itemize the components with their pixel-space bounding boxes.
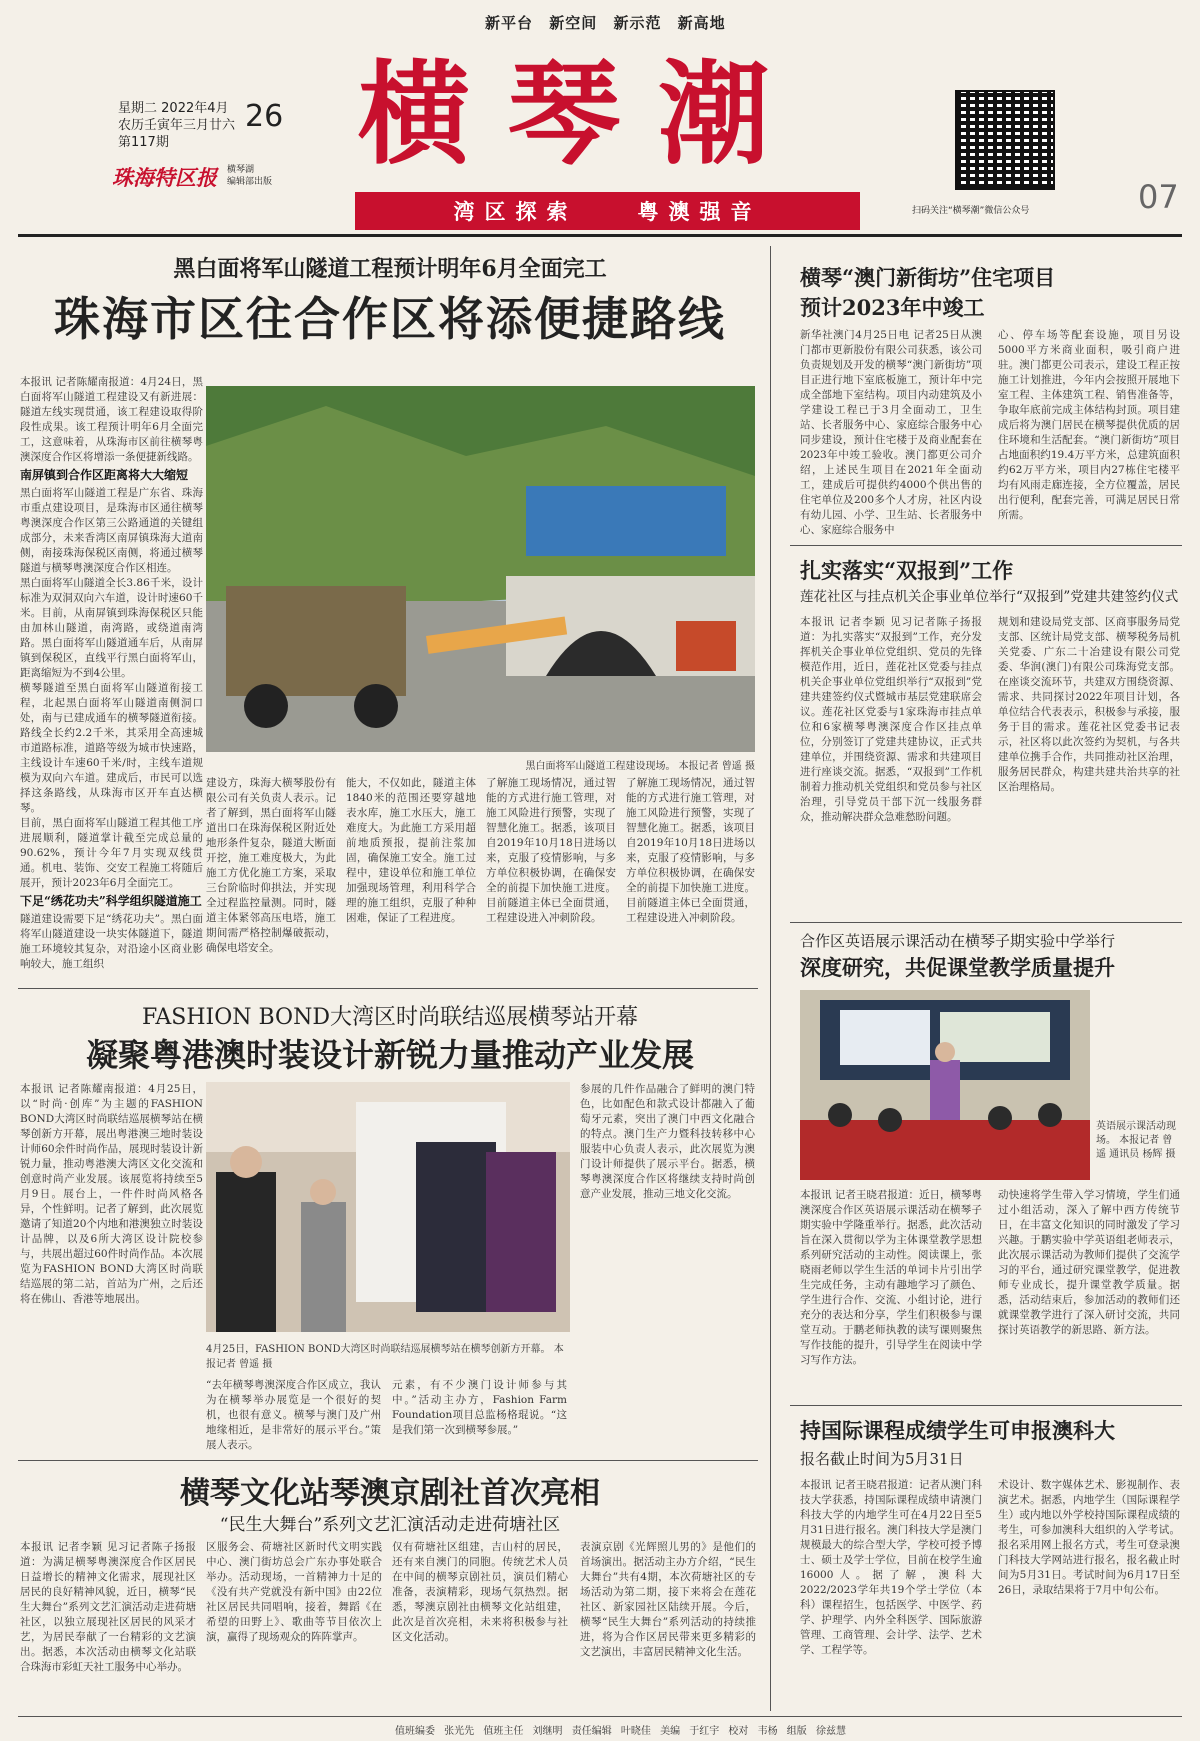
masthead-slogan: 新平台 新空间 新示范 新高地 (485, 14, 726, 32)
right-divider-2 (790, 922, 1182, 923)
lead-intro: 本报讯 记者陈耀南报道：4月24日，黑白面将军山隧道工程建设又有新进展：隧道左线实现贯通，该工程建设取得阶段性成果。该工程预计明年6月全面完工，这意味着，从珠海市区前往横琴粤澳深度合作区将增添一条便捷新线路。 (20, 376, 203, 463)
classroom-photo (800, 990, 1090, 1180)
right-divider-3 (790, 1405, 1182, 1406)
issue-number: 第117期 (118, 135, 169, 150)
lead-column-2: 建设方，珠海大横琴股份有限公司有关负责人表示。记者了解到，黑白面将军山隧道出口在珠海保税区附近处地形条件复杂，隧道大断面开挖，施工难度极大，为此施工方优化施工方案，采取三台阶临时仰拱法，并实现全过程监控量测。同时，隧道主体紧邻高压电塔，施工期间需严格控制爆破振动，确保电塔安全。 (206, 777, 336, 954)
masthead-rule (18, 234, 1182, 237)
lead-para-1: 黑白面将军山隧道工程是广东省、珠海市重点建设项目，是珠海市区通往横琴粤澳深度合作区第三公路通道的关键组成部分，未来香湾区南屏镇珠海大道南侧，南接珠海保税区南侧，将通过横琴隧道与横琴粤澳深度合作区相连。 (20, 487, 203, 574)
fashion-column-2: “去年横琴粤澳深度合作区成立，我认为在横琴举办展览是一个很好的契机，也很有意义。横琴与澳门及广州地缘相近，是非常好的展示平台。”策展人表示。 (206, 1379, 381, 1450)
fashion-column-3: 元素，有不少澳门设计师参与其中。”活动主办方，Fashion Farm Foundation项目总监杨格琨说。“这是我们第一次到横琴参展。” (392, 1379, 567, 1436)
tunnel-photo (206, 386, 755, 752)
party-subheadline: 莲花社区与挂点机关企事业单位举行“双报到”党建共建签约仪式 (800, 589, 1179, 605)
right-divider-1 (790, 545, 1182, 546)
must-headline: 持国际课程成绩学生可申报澳科大 (800, 1418, 1115, 1443)
weekday: 星期二 (118, 101, 158, 116)
page-number: 07 (1138, 178, 1179, 216)
qr-code-icon (955, 90, 1055, 190)
day-number: 26 (245, 99, 284, 134)
newspaper-title: 横琴潮 (358, 49, 808, 180)
lead-column-3: 能大，不仅如此，隧道主体1840米的范围还要穿越地表水库，施工水压大，施工难度大。为此施工方采用超前地质预报，提前注浆加固，确保施工安全。施工过程中，建设单位和施工单位加强现场管理，利用科学合理的施工组织，克服了种种困难，保证了工程进度。 (346, 777, 476, 924)
must-column-1: 本报讯 记者王晓君报道：记者从澳门科技大学获悉，持国际课程成绩申请澳门科技大学的内地学生可在4月22日至5月31日进行报名。澳门科技大学是澳门规模最大的综合型大学，学校可授予博士、硕士及学士学位，目前在校学生逾16000人。据了解，澳科大2022/2023学年共19个学士学位（本科）课程招生，包括医学、中医学、药学、护理学、内外全科医学、国际旅游管理、工商管理、会计学、法学、艺术学、工程学等。 (800, 1479, 982, 1656)
column-divider (770, 246, 771, 1711)
party-column-1: 本报讯 记者李颖 见习记者陈子扬报道：为扎实落实“双报到”工作，充分发挥机关企事业单位党组织、党员的先锋模范作用，近日，莲花社区党委与挂点机关企事业单位党组织举行“双报到”党建共建签约仪式暨城市基层党建联席会议。莲花社区党委与1家珠海市挂点单位和6家横琴粤澳深度合作区挂点单位，分别签订了党建共建协议，正式共建单位，并围绕资源、需求和共建项目进行座谈交流。据悉，“双报到”工作机制着力推动机关党组织和党员参与社区治理，引导党员干部下沉一线服务群众，推动解决群众急难愁盼问题。 (800, 616, 982, 823)
lead-photo-caption: 黑白面将军山隧道工程建设现场。 本报记者 曾遥 摄 (525, 761, 755, 772)
brand-logo: 珠海特区报 (112, 165, 217, 190)
lead-section-2: 下足“绣花功夫”科学组织隧道施工 (20, 894, 202, 908)
banner-right: 粤澳强音 (637, 199, 762, 224)
lunar-date: 农历壬寅年三月廿六 (118, 118, 236, 133)
fashion-column-1: 本报讯 记者陈耀南报道：4月25日，以“时尚·创库”为主题的FASHION BOND大湾区时尚联结巡展横琴站在横琴创新方开幕，展出粤港澳三地时装设计师60余件时尚作品，展现时装设计新锐力量，推动粤港澳大湾区文化交流和创意时尚产业发展。该展览将持续至5月9日。展台上，一件件时尚风格各异，个性鲜明。记者了解到，此次展览邀请了知道20个内地和港澳独立时装设计品牌，以及6所大湾区设计院校参与，共展出超过60件时尚作品。本次展览为FASHION BOND大湾区时尚联结巡展的第二站，首站为广州，之后还将在佛山、香港等地展出。 (20, 1083, 203, 1305)
must-column-2: 术设计、数字媒体艺术、影视制作、表演艺术。据悉，内地学生（国际课程学生）或内地以外学校持国际课程成绩的考生，可参加澳科大组织的入学考试。报名采用网上报名方式，考生可登录澳门科技大学网站进行报名，报名截止时间为5月31日。考试时间为6月17日至26日，录取结果将于7月中旬公布。 (998, 1479, 1180, 1596)
classroom-photo-caption: 英语展示课活动现场。 本报记者 曾遥 通讯员 杨辉 摄 (1096, 1121, 1176, 1160)
must-subheadline: 报名截止时间为5月31日 (800, 1450, 964, 1468)
aomen-headline-2: 预计2023年中竣工 (800, 295, 985, 320)
culture-column-3: 仅有荷塘社区组建，吉山村的居民，还有来自澳门的同胞。传统艺术人员在中间的横琴京剧社员，演员们精心准备，表演精彩，现场气氛热烈。据悉，琴澳京剧社由横琴文化站组建，此次是首次亮相，未来将积极参与社区文化活动。 (392, 1541, 568, 1643)
party-headline: 扎实落实“双报到”工作 (800, 558, 1014, 583)
fashion-column-4: 参展的几件作品融合了鲜明的澳门特色，比如配色和款式设计都融入了葡萄牙元素，突出了澳门中西文化融合的特点。澳门生产力暨科技转移中心服装中心负责人表示，此次展览为澳门设计师提供了展示平台。据悉，横琴粤澳深度合作区将继续支持时尚创意产业发展，推动三地文化交流。 (580, 1083, 755, 1200)
culture-headline: 横琴文化站琴澳京剧社首次亮相 (180, 1476, 600, 1511)
lead-para-5: 隧道建设需要下足“绣花功夫”。黑白面将军山隧道建设一块实体隧道下，隧道施工环境较其复杂，对沿途小区商业影响较大，施工组织 (20, 913, 203, 970)
lead-column-1 (20, 375, 203, 975)
lead-para-3: 横琴隧道至黑白面将军山隧道衔接工程，北起黑白面将军山隧道南侧洞口处，南与已建成通车的横琴隧道衔接。路线全长约2.2千米，其采用全高速城市道路标准，道路等级为城市快速路，主线设计车速60千米/时，主线车道规模为双向六车道。建成后，市民可以选择这条路线，从珠海市区开车直达横琴。 (20, 682, 203, 814)
lead-kicker: 黑白面将军山隧道工程预计明年6月全面完工 (173, 256, 607, 282)
fashion-headline: 凝聚粤港澳时装设计新锐力量推动产业发展 (85, 1036, 694, 1074)
footer-rule (18, 1716, 1182, 1717)
banner-left: 湾区探索 (453, 199, 578, 224)
brand-sub-line1: 横琴湖 (227, 165, 255, 175)
english-headline: 深度研究，共促课堂教学质量提升 (800, 955, 1115, 980)
aomen-column-2: 心、停车场等配套设施，项目另设5000平方米商业面积，吸引商户进驻。澳门都更公司表示，建设工程正按施工计划推进，今年内会按照开展地下室工程、主体建筑工程、销售准备等，争取年底前完成主体结构封顶。项目建成后将为澳门居民在横琴提供优质的居住环境和生活配套。“澳门新街坊”项目占地面积约19.4万平方米，总建筑面积约62万平方米，项目内27栋住宅楼平均有风雨走廊连接，全方位覆盖，居民出行便利，配套完善，可满足居民日常所需。 (998, 329, 1180, 521)
qr-caption: 扫码关注“横琴潮”微信公众号 (912, 206, 1030, 216)
lead-column-4: 了解施工现场情况，通过智能的方式进行施工管理，对施工风险进行预警，实现了智慧化施工。据悉，该项目自2019年10月18日进场以来，克服了疫情影响，与多方单位积极协调，在确保安全的前提下加快施工进度。目前隧道主体已全面贯通，工程建设进入冲刺阶段。 (486, 777, 616, 924)
lead-section-1: 南屏镇到合作区距离将大大缩短 (20, 468, 189, 482)
lead-para-2: 黑白面将军山隧道全长3.86千米，设计标准为双洞双向六车道，设计时速60千米。目前，从南屏镇到珠海保税区只能由加林山隧道，南湾路，或绕道南湾路。黑白面将军山隧道通车后，从南屏镇到保税区，直线平行黑白面将军山，距离缩短为不到4公里。 (20, 577, 203, 679)
lead-para-4: 目前，黑白面将军山隧道工程其他工序进展顺利，隧道掌计截至完成总量的90.62%，预计今年7月实现双线贯通。机电、装饰、交安工程施工将随后展开，预计2023年6月全面完工。 (20, 817, 203, 889)
aomen-column-1: 新华社澳门4月25日电 记者25日从澳门都市更新股份有限公司获悉，该公司负责规划及开发的横琴“澳门新街坊”项目正进行地下室底板施工，预计年中完成全部地下室结构。项目内动建筑及小学建设工程已于3月全面动工，卫生站、长者服务中心、家庭综合服务中心同步建设，预计住宅楼于及商业配套在2023年中竣工验收。澳门都更公司介绍，上述民生项目在2021年全面动工，建成后可提供约4000个供出售的住宅单位及200多个人才房，社区内设有幼儿园、小学、卫生站、长者服务中心、家庭综合服务中 (800, 329, 982, 536)
culture-subheadline: “民生大舞台”系列文艺汇演活动走进荷塘社区 (219, 1515, 561, 1535)
brand-sub-line2: 编辑部出版 (227, 177, 273, 187)
fashion-kicker: FASHION BOND大湾区时尚联结巡展横琴站开幕 (142, 1005, 638, 1030)
date-block (118, 100, 235, 151)
masthead-banner (355, 192, 860, 230)
culture-column-1: 本报讯 记者李颖 见习记者陈子扬报道：为满足横琴粤澳深度合作区居民日益增长的精神文化需求，展现社区居民的良好精神风貌，近日，横琴“民生大舞台”系列文艺汇演活动走进荷塘社区，以独立展现社区居民的风采才艺，为居民奉献了一台精彩的文艺演出。据悉，本次活动由横琴文化站联合珠海市彩虹天社工服务中心举办。 (20, 1541, 196, 1673)
lead-divider (18, 988, 758, 989)
fashion-photo-caption: 4月25日，FASHION BOND大湾区时尚联结巡展横琴站在横琴创新方开幕。 本报记者 曾遥 摄 (206, 1344, 564, 1370)
date-line: 2022年4月 (161, 101, 229, 116)
fashion-divider (18, 1460, 758, 1461)
brand-sub (227, 164, 272, 188)
fashion-photo (206, 1082, 570, 1332)
party-column-2: 规划和建设局党支部、区商事服务局党支部、区统计局党支部、横琴税务局机关党委、广东二十冶建设有限公司党委、华润(澳门)有限公司珠海党支部。在座谈交流环节，共建双方围绕资源、需求、共同探讨2022年项目计划，各单位结合代表表示，积极参与承接，服务于目的需求。莲花社区党委书记表示，社区将以此次签约为契机，与各共建单位携手合作，共同推动社区治理，服务居民群众，构建共建共治共享的社区治理格局。 (998, 616, 1180, 793)
aomen-headline-1: 横琴“澳门新街坊”住宅项目 (800, 265, 1056, 290)
lead-column-5: 了解施工现场情况，通过智能的方式进行施工管理，对施工风险进行预警，实现了智慧化施工。据悉，该项目自2019年10月18日进场以来，克服了疫情影响，与多方单位积极协调，在确保安全的前提下加快施工进度。目前隧道主体已全面贯通，工程建设进入冲刺阶段。 (626, 777, 755, 924)
culture-column-2: 区服务会、荷塘社区新时代文明实践中心、澳门街坊总会广东办事处联合举办。活动现场，一首精神力十足的《没有共产党就没有新中国》由22位社区居民共同唱响，接着，舞蹈《在希望的田野上》、歌曲等节目依次上演，赢得了现场观众的阵阵掌声。 (206, 1541, 382, 1643)
english-kicker: 合作区英语展示课活动在横琴子期实验中学举行 (800, 932, 1116, 950)
footer-credits: 值班编委 张光先 值班主任 刘继明 责任编辑 叶晓佳 美编 于红宇 校对 韦杨 组版 徐兹慧 (395, 1726, 846, 1737)
english-column-1: 本报讯 记者王晓君报道：近日，横琴粤澳深度合作区英语展示课活动在横琴子期实验中学隆重举行。据悉，此次活动旨在深入贯彻以学为主体课堂教学思想系列研究活动的主动性。阅读课上，张晓雨老师以学生生活的单词卡片引出学生完成任务，主动有趣地学习了颜色、学生进行合作、交流、小组讨论，进行充分的表达和分享，学生们积极参与课堂互动。于鹏老师执教的读写课则聚焦写作技能的提升，引导学生在阅读中学习写作方法。 (800, 1189, 982, 1366)
culture-column-4: 表演京剧《光辉照儿男的》是他们的首场演出。据活动主办方介绍，“民生大舞台”共有4期，本次荷塘社区的专场活动为第二期，接下来将会在莲花社区、新家园社区陆续开展。今后，横琴“民生大舞台”系列活动的持续推进，将为合作区居民带来更多精彩的文艺演出，丰富居民精神文化生活。 (580, 1541, 756, 1658)
lead-headline: 珠海市区往合作区将添便捷路线 (54, 292, 726, 346)
english-column-2: 动快速将学生带入学习情境，学生们通过小组活动，深入了解中西方传统节日，在丰富文化知识的同时激发了学习兴趣。于鹏实验中学英语组老师表示，此次展示课活动为教师们提供了交流学习的平台，通过研究课堂教学，促进教师专业成长，提升课堂教学质量。据悉，活动结束后，参加活动的教师们还就课堂教学进行了深入研讨交流，共同探讨英语教学的新思路、新方法。 (998, 1189, 1180, 1336)
